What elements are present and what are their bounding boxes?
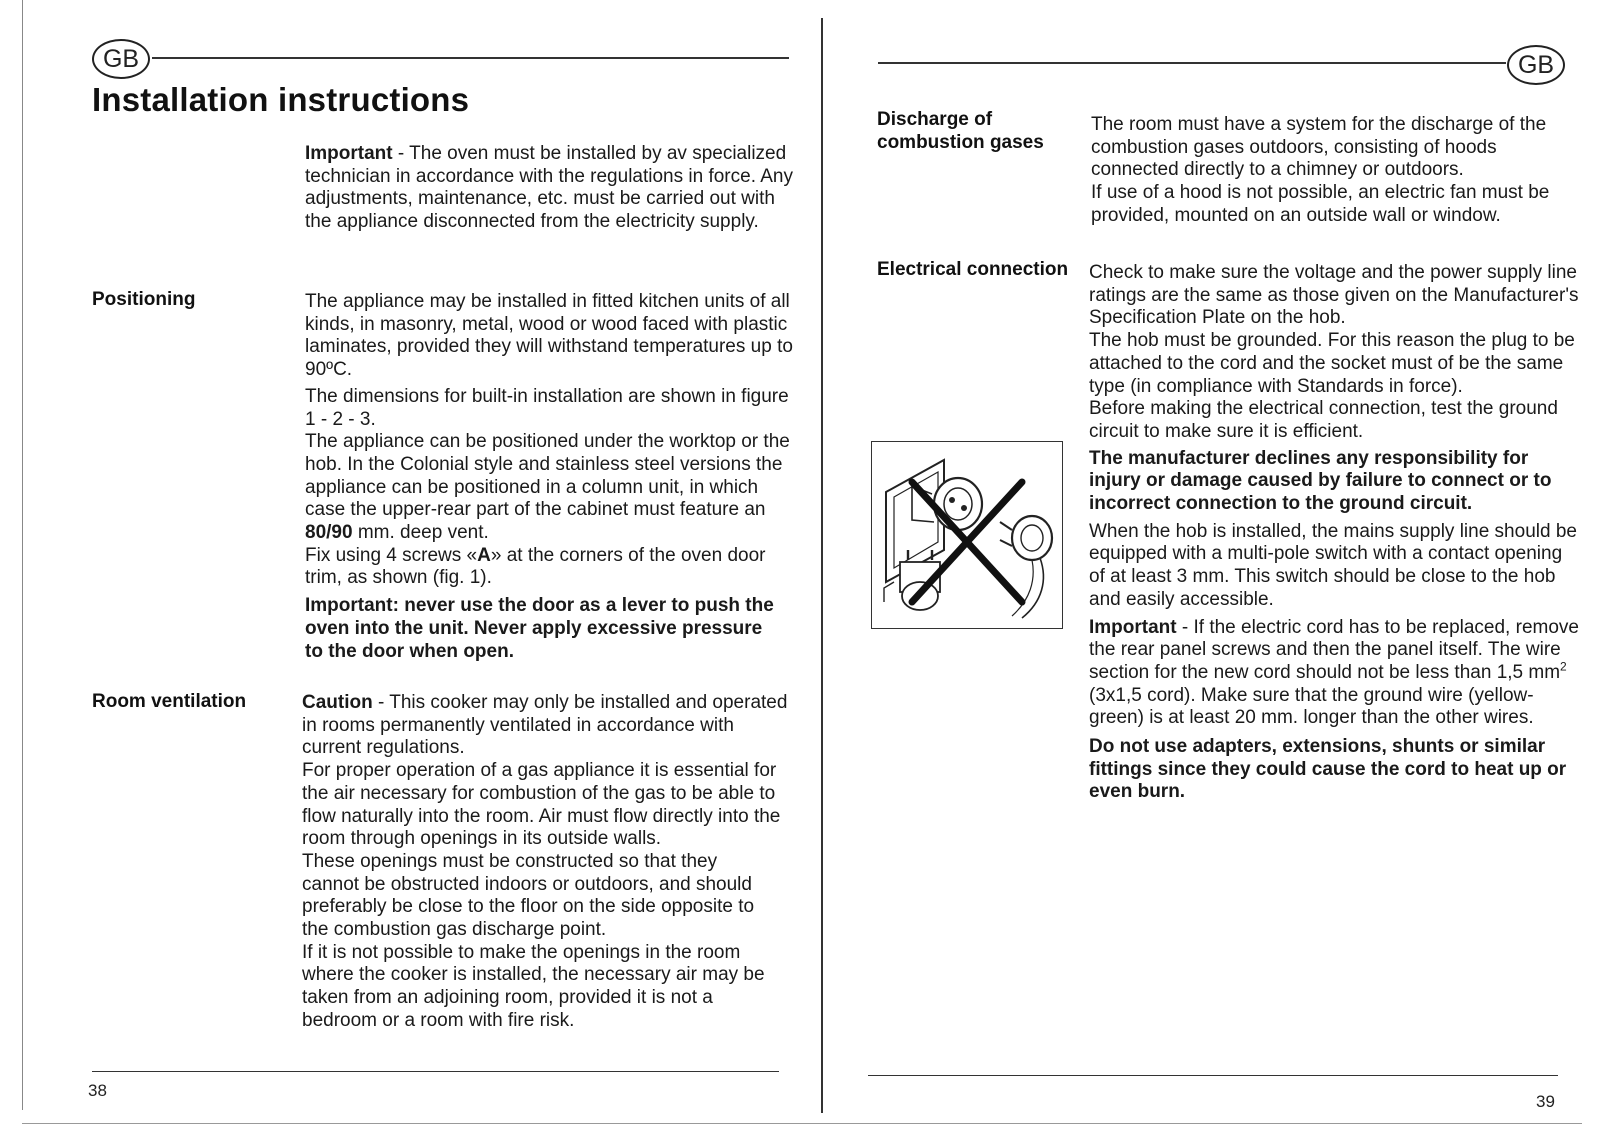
- positioning-p3-text-b: mm. deep vent.: [352, 522, 489, 544]
- electrical-p5-text-b: (3x1,5 cord). Make sure that the ground wire (yellow-green) is at least 20 mm. longer than the other wires.: [1089, 684, 1534, 729]
- ventilation-label: Room ventilation: [92, 691, 247, 712]
- footer-rule-left: [92, 1071, 779, 1072]
- intro-block: [305, 143, 805, 234]
- discharge-label: Discharge of combustion gases: [877, 109, 1044, 153]
- discharge-block: [1091, 114, 1581, 228]
- positioning-paragraph-3: [305, 431, 795, 545]
- electrical-warning-2: Do not use adapters, extensions, shunts or similar fittings since they could cause the cord to heat up or even burn.: [1089, 736, 1567, 803]
- left-page-edge: [22, 0, 23, 1110]
- page-number-left: 38: [88, 1081, 107, 1100]
- ventilation-p1-text: - This cooker may only be installed and operated in rooms permanently ventilated in accordance with current regulations.: [302, 692, 788, 759]
- plug-adapter-prohibited-icon: [872, 442, 1062, 628]
- electrical-p5-lead: Important: [1089, 616, 1177, 638]
- ventilation-paragraph-1: [302, 692, 797, 760]
- positioning-paragraph-2: The dimensions for built-in installation are shown in figure 1 - 2 - 3.: [305, 385, 789, 430]
- electrical-paragraph-3: Before making the electrical connection, test the ground circuit to make sure it is efficient.: [1089, 398, 1558, 442]
- header-rule-right: [878, 62, 1506, 64]
- adapter-prohibited-figure: [871, 441, 1063, 629]
- positioning-warning: Important: never use the door as a lever to push the oven into the unit. Never apply excessive pressure to the door when open.: [305, 595, 774, 662]
- intro-lead: Important: [305, 143, 393, 164]
- center-binding-line: [821, 18, 823, 1113]
- vent-depth-value: 80/90: [305, 522, 353, 544]
- ventilation-lead: Caution: [302, 692, 373, 713]
- bottom-edge-line: [22, 1123, 1582, 1124]
- ventilation-paragraph-3: These openings must be constructed so that they cannot be obstructed indoors or outdoors, and should preferably be close to the floor on the side opposite to the combustion gas discharge point.: [302, 850, 755, 941]
- page-title: Installation instructions: [92, 81, 470, 118]
- discharge-paragraph-2: If use of a hood is not possible, an electric fan must be provided, mounted on an outside wall or window.: [1091, 182, 1550, 226]
- electrical-p5-text-a: - If the electric cord has to be replaced, remove the rear panel screws and then the panel itself. The wire section for the new cord should not be less than 1,5 mm: [1089, 616, 1579, 683]
- gb-language-badge-right: GB: [1507, 45, 1565, 85]
- electrical-paragraph-2: The hob must be grounded. For this reason the plug to be attached to the cord and the socket must of be the same type (in compliance with Standards in force).: [1089, 330, 1575, 397]
- ventilation-block: [302, 692, 797, 1033]
- squared-superscript: 2: [1560, 659, 1567, 674]
- screw-reference: A: [477, 544, 491, 566]
- electrical-paragraph-1: Check to make sure the voltage and the power supply line ratings are the same as those given on the Manufacturer's Specification Plate on the hob.: [1089, 262, 1579, 329]
- ventilation-paragraph-4: If it is not possible to make the openings in the room where the cooker is installed, the necessary air may be taken from an adjoining room, provided it is not a bedroom or a room with fire risk.: [302, 941, 765, 1031]
- discharge-paragraph-1: The room must have a system for the discharge of the combustion gases outdoors, consisting of hoods connected directly to a chimney or outdoors.: [1091, 114, 1547, 181]
- ventilation-paragraph-2: For proper operation of a gas appliance it is essential for the air necessary for combustion of the gas to be able to flow naturally into the room. Air must flow directly into the room through openings in its outside walls.: [302, 760, 781, 850]
- intro-text: - The oven must be installed by av specialized technician in accordance with the regulations in force. Any adjustments, maintenance, etc. must be carried out with the appliance disconnected from the electricity supply.: [305, 143, 793, 233]
- positioning-p4-text-b: » at the corners of the oven door trim, as shown (fig. 1).: [305, 544, 766, 589]
- header-rule-left: [152, 57, 789, 59]
- positioning-paragraph-4: [305, 545, 795, 590]
- electrical-label: Electrical connection: [877, 259, 1069, 280]
- electrical-paragraph-5: [1089, 617, 1579, 731]
- footer-rule-right: [868, 1075, 1558, 1076]
- positioning-paragraph-1: The appliance may be installed in fitted kitchen units of all kinds, in masonry, metal, wood or wood faced with plastic laminates, provided they will withstand temperatures up to 90ºC.: [305, 291, 793, 381]
- positioning-p4-text-a: Fix using 4 screws «: [305, 544, 478, 566]
- positioning-label: Positioning: [92, 289, 196, 310]
- page-number-right: 39: [1536, 1092, 1555, 1111]
- positioning-block: [305, 291, 795, 663]
- electrical-block: [1089, 262, 1579, 804]
- electrical-warning-1: The manufacturer declines any responsibility for injury or damage caused by failure to connect or to incorrect connection to the ground circuit.: [1089, 447, 1552, 515]
- gb-language-badge-left: GB: [92, 39, 150, 79]
- electrical-paragraph-4: When the hob is installed, the mains supply line should be equipped with a multi-pole switch with a contact opening of at least 3 mm. This switch should be close to the hob and easily accessible.: [1089, 520, 1577, 610]
- intro-paragraph: [305, 143, 805, 234]
- positioning-p3-text-a: The appliance can be positioned under the worktop or the hob. In the Colonial style and stainless steel versions the appliance can be positioned in a column unit, in which case the upper-rear part of the cabinet must feature an: [305, 431, 790, 521]
